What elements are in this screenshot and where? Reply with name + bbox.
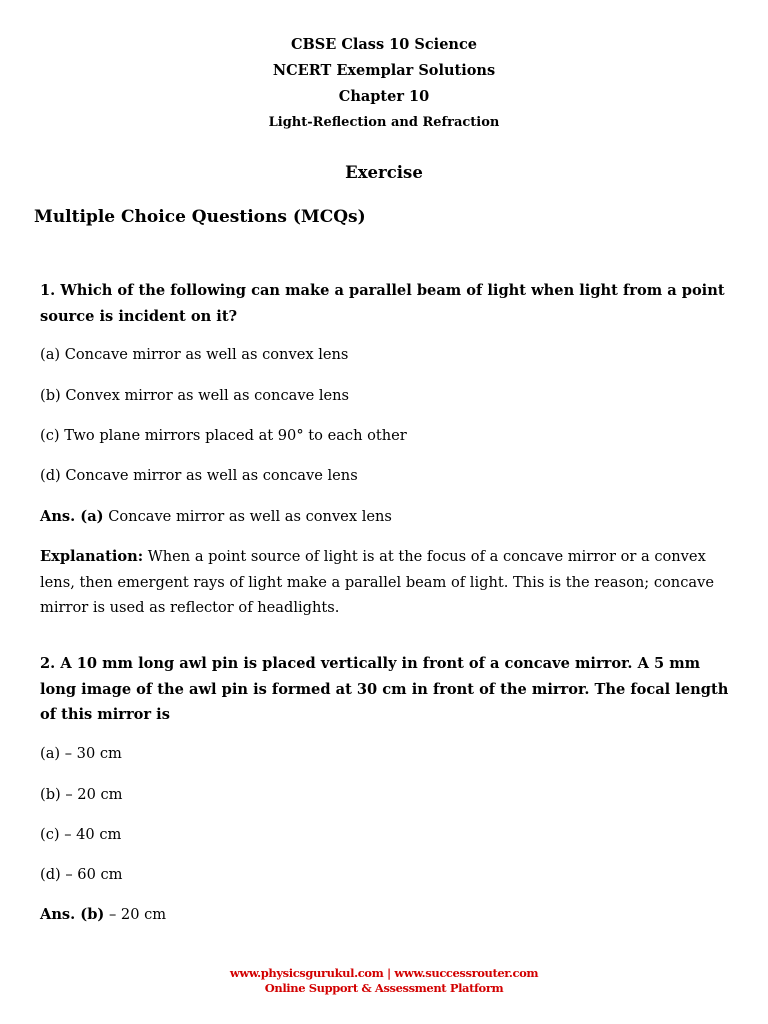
question-2-text: 2. A 10 mm long awl pin is placed vertically in front of a concave mirror. A 5 mm long image of the awl pin is formed at 30 cm in front of the mirror. The focal length of this mirror is <box>40 655 729 723</box>
footer-tagline: Online Support & Assessment Platform <box>264 981 504 995</box>
header-course-title: CBSE Class 10 Science <box>290 36 478 53</box>
question-1-answer-text: Concave mirror as well as convex lens <box>103 508 392 525</box>
section-title: Multiple Choice Questions (MCQs) <box>34 207 366 227</box>
question-1-answer <box>40 508 392 525</box>
footer-websites: www.physicsgurukul.com | www.successrouter.com <box>229 966 539 980</box>
question-1-explanation-label: Explanation: <box>40 548 144 565</box>
header-chapter: Chapter 10 <box>338 88 430 105</box>
question-1-option-a: (a) Concave mirror as well as convex lens <box>40 346 349 363</box>
exercise-title: Exercise <box>345 163 423 182</box>
question-1-answer-label: Ans. (a) <box>40 508 104 525</box>
question-2-option-b: (b) – 20 cm <box>40 786 123 803</box>
question-1-option-d: (d) Concave mirror as well as concave lens <box>40 467 358 484</box>
question-2-answer-label: Ans. (b) <box>40 906 105 923</box>
header-solutions-title: NCERT Exemplar Solutions <box>272 62 496 79</box>
question-2-option-a: (a) – 30 cm <box>40 745 122 762</box>
header-chapter-name: Light-Reflection and Refraction <box>268 115 500 130</box>
question-2-answer <box>40 906 166 923</box>
question-1-option-c: (c) Two plane mirrors placed at 90° to each other <box>40 427 407 444</box>
question-1-explanation-text: When a point source of light is at the focus of a concave mirror or a convex lens, then emergent rays of light make a parallel beam of light. This is the reason; concave mirror is used as reflector of headlights. <box>40 548 714 616</box>
question-2-option-c: (c) – 40 cm <box>40 826 122 843</box>
question-1-text: 1. Which of the following can make a parallel beam of light when light from a point source is incident on it? <box>40 282 725 325</box>
question-2-answer-text: – 20 cm <box>104 906 167 923</box>
question-1-explanation <box>40 544 720 621</box>
question-1-option-b: (b) Convex mirror as well as concave lens <box>40 387 350 404</box>
question-2-option-d: (d) – 60 cm <box>40 866 123 883</box>
